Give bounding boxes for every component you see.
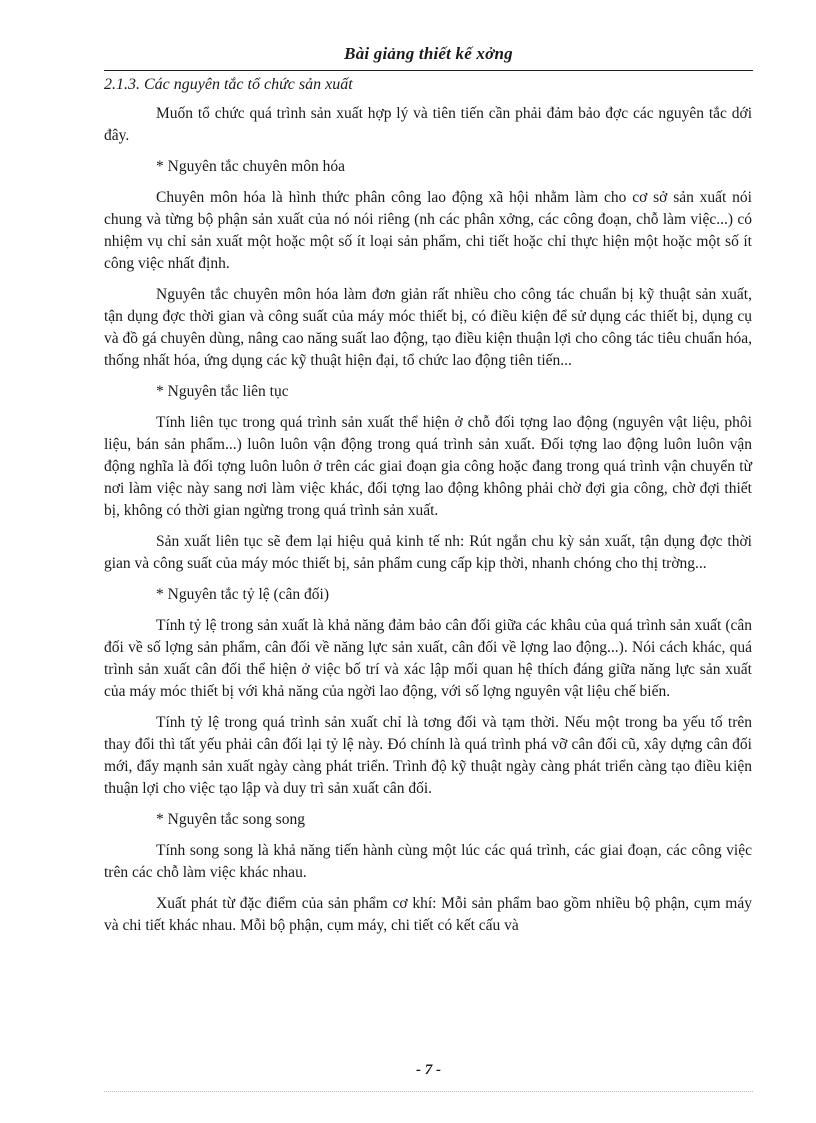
footer-rule [104, 1091, 753, 1092]
subheading-specialization: * Nguyên tắc chuyên môn hóa [156, 158, 345, 175]
section-heading: 2.1.3. Các nguyên tắc tổ chức sản xuất [104, 76, 353, 93]
paragraph-parallelism-origin: Xuất phát từ đặc điểm của sản phẩm cơ khí: Mỗi sản phẩm bao gồm nhiều bộ phận, cụm máy và chi tiết khác nhau. Mỗi bộ phận, cụm máy, chi tiết có kết cấu và [104, 895, 752, 934]
subheading-proportionality: * Nguyên tắc tỷ lệ (cân đối) [156, 586, 330, 603]
paragraph-specialization-benefits: Nguyên tắc chuyên môn hóa làm đơn giản rất nhiều cho công tác chuẩn bị kỹ thuật sản xuất, tận dụng đợc thời gian và công suất của máy móc thiết bị, có điều kiện để sử dụng các thiết bị, dụng cụ và đồ gá chuyên dùng, nâng cao năng suất lao động, tạo điều kiện thuận lợi cho công tác tiêu chuẩn hóa, thống nhất hóa, ứng dụng các kỹ thuật hiện đại, tổ chức lao động tiên tiến... [104, 286, 752, 369]
paragraph-specialization-definition: Chuyên môn hóa là hình thức phân công lao động xã hội nhằm làm cho cơ sở sản xuất nói chung và từng bộ phận sản xuất của nó nói riêng (nh các phân xởng, các công đoạn, chỗ làm việc...) có nhiệm vụ chỉ sản xuất một hoặc một số ít loại sản phẩm, chi tiết hoặc chỉ thực hiện một hoặc một số ít công việc nhất định. [104, 189, 752, 272]
paragraph-continuity-definition: Tính liên tục trong quá trình sản xuất thể hiện ở chỗ đối tợng lao động (nguyên vật liệu, phôi liệu, bán sản phẩm...) luôn luôn vận động trong quá trình sản xuất. Đối tợng lao động luôn luôn vận động nghĩa là đối tợng luôn luôn ở trên các giai đoạn gia công hoặc đang trong quá trình vận chuyển từ nơi làm việc này sang nơi làm việc khác, đối tợng lao động không phải chờ đợi gia công, chờ đợi thiết bị, không có thời gian ngừng trong quá trình sản xuất. [104, 414, 752, 519]
paragraph-proportionality-relative: Tính tỷ lệ trong quá trình sản xuất chỉ là tơng đối và tạm thời. Nếu một trong ba yếu tố trên thay đổi thì tất yếu phải cân đối lại tỷ lệ này. Đó chính là quá trình phá vỡ cân đối cũ, xây dựng cân đối mới, đẩy mạnh sản xuất ngày càng phát triển. Trình độ kỹ thuật ngày càng phát triển càng tạo điều kiện thuận lợi cho việc tạo lập và duy trì sản xuất cân đối. [104, 714, 752, 797]
paragraph-continuity-benefits: Sản xuất liên tục sẽ đem lại hiệu quả kinh tế nh: Rút ngắn chu kỳ sản xuất, tận dụng đợc thời gian và công suất của máy móc thiết bị, sản phẩm cung cấp kịp thời, nhanh chóng cho thị trờng... [104, 533, 752, 572]
header-rule [104, 70, 753, 71]
subheading-parallelism: * Nguyên tắc song song [156, 811, 305, 828]
paragraph-intro: Muốn tổ chức quá trình sản xuất hợp lý và tiên tiến cần phải đảm bảo đợc các nguyên tắc dới đây. [104, 105, 752, 144]
paragraph-parallelism-definition: Tính song song là khả năng tiến hành cùng một lúc các quá trình, các giai đoạn, các công việc trên các chỗ làm việc khác nhau. [104, 842, 752, 881]
page-number: - 7 - [416, 1062, 441, 1078]
paragraph-proportionality-definition: Tính tỷ lệ trong sản xuất là khả năng đảm bảo cân đối giữa các khâu của quá trình sản xuất (cân đối về số lợng sản phẩm, cân đối về năng lực sản xuất, cân đối về lợng lao động...). Nói cách khác, quá trình sản xuất cân đối thể hiện ở việc bố trí và xác lập mối quan hệ thích đáng giữa năng lực sản xuất của máy móc thiết bị với khả năng của ngời lao động, với số lợng nguyên vật liệu chế biến. [104, 617, 752, 700]
subheading-continuity: * Nguyên tắc liên tục [156, 383, 289, 400]
page-header-title: Bài giảng thiết kế xởng [344, 44, 513, 63]
page-content [104, 74, 752, 937]
